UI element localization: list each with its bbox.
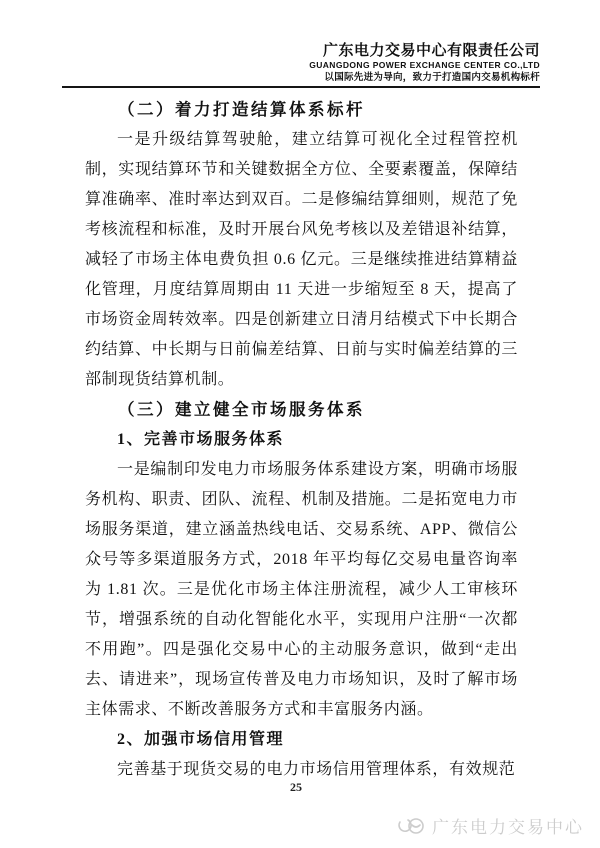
paragraph-settlement: 一是升级结算驾驶舱，建立结算可视化全过程管控机制，实现结算环节和关键数据全方位、全要素覆盖，保障结算准确率、准时率达到双百。二是修编结算细则，规范了免考核流程和标准，及时开展台风免考核以及差错退补结算，减轻了市场主体电费负担 0.6 亿元。三是继续推进结算精益化管理，月度结算周期由 11 天进一步缩短至 8 天，提高了市场资金周转效率。四是创新建立日清月结模式下中长期合约结算、中长期与日前偏差结算、日前与实时偏差结算的三部制现货结算机制。: [85, 131, 518, 388]
page-number: 25: [290, 780, 302, 794]
watermark: [397, 813, 584, 838]
section-heading-3: （三）建立健全市场服务体系: [118, 400, 365, 419]
subheading-market-service: 1、完善市场服务体系: [117, 431, 285, 448]
paragraph-credit-management: 完善基于现货交易的电力市场信用管理体系，有效规范: [117, 761, 516, 778]
section-heading-2: （二）着力打造结算体系标杆: [118, 100, 365, 119]
header-rule: [62, 86, 540, 88]
document-body: [85, 95, 518, 785]
paragraph-market-service: 一是编制印发电力市场服务体系建设方案，明确市场服务机构、职责、团队、流程、机制及措施。二是拓宽电力市场服务渠道，建立涵盖热线电话、交易系统、APP、微信公众号等多渠道服务方式，2018 年平均每亿交易电量咨询率为 1.81 次。三是优化市场主体注册流程，减少人工审核环节，增强系统的自动化智能化水平，实现用户注册“一次都不用跑”。四是强化交易中心的主动服务意识，做到“走出去、请进来”，现场宣传普及电力市场知识，及时了解市场主体需求、不断改善服务方式和丰富服务内涵。: [85, 461, 518, 718]
header-text-block: [62, 42, 540, 84]
watermark-text: 广东电力交易中心: [432, 818, 584, 837]
page-header: [62, 42, 540, 88]
company-name-cn: 广东电力交易中心有限责任公司: [322, 42, 540, 59]
company-name-en: GUANGDONG POWER EXCHANGE CENTER CO.,LTD: [309, 60, 540, 70]
subheading-credit-management: 2、加强市场信用管理: [117, 731, 285, 748]
company-slogan: 以国际先进为导向，致力于打造国内交易机构标杆: [324, 72, 540, 83]
power-exchange-logo-icon: [397, 816, 427, 836]
